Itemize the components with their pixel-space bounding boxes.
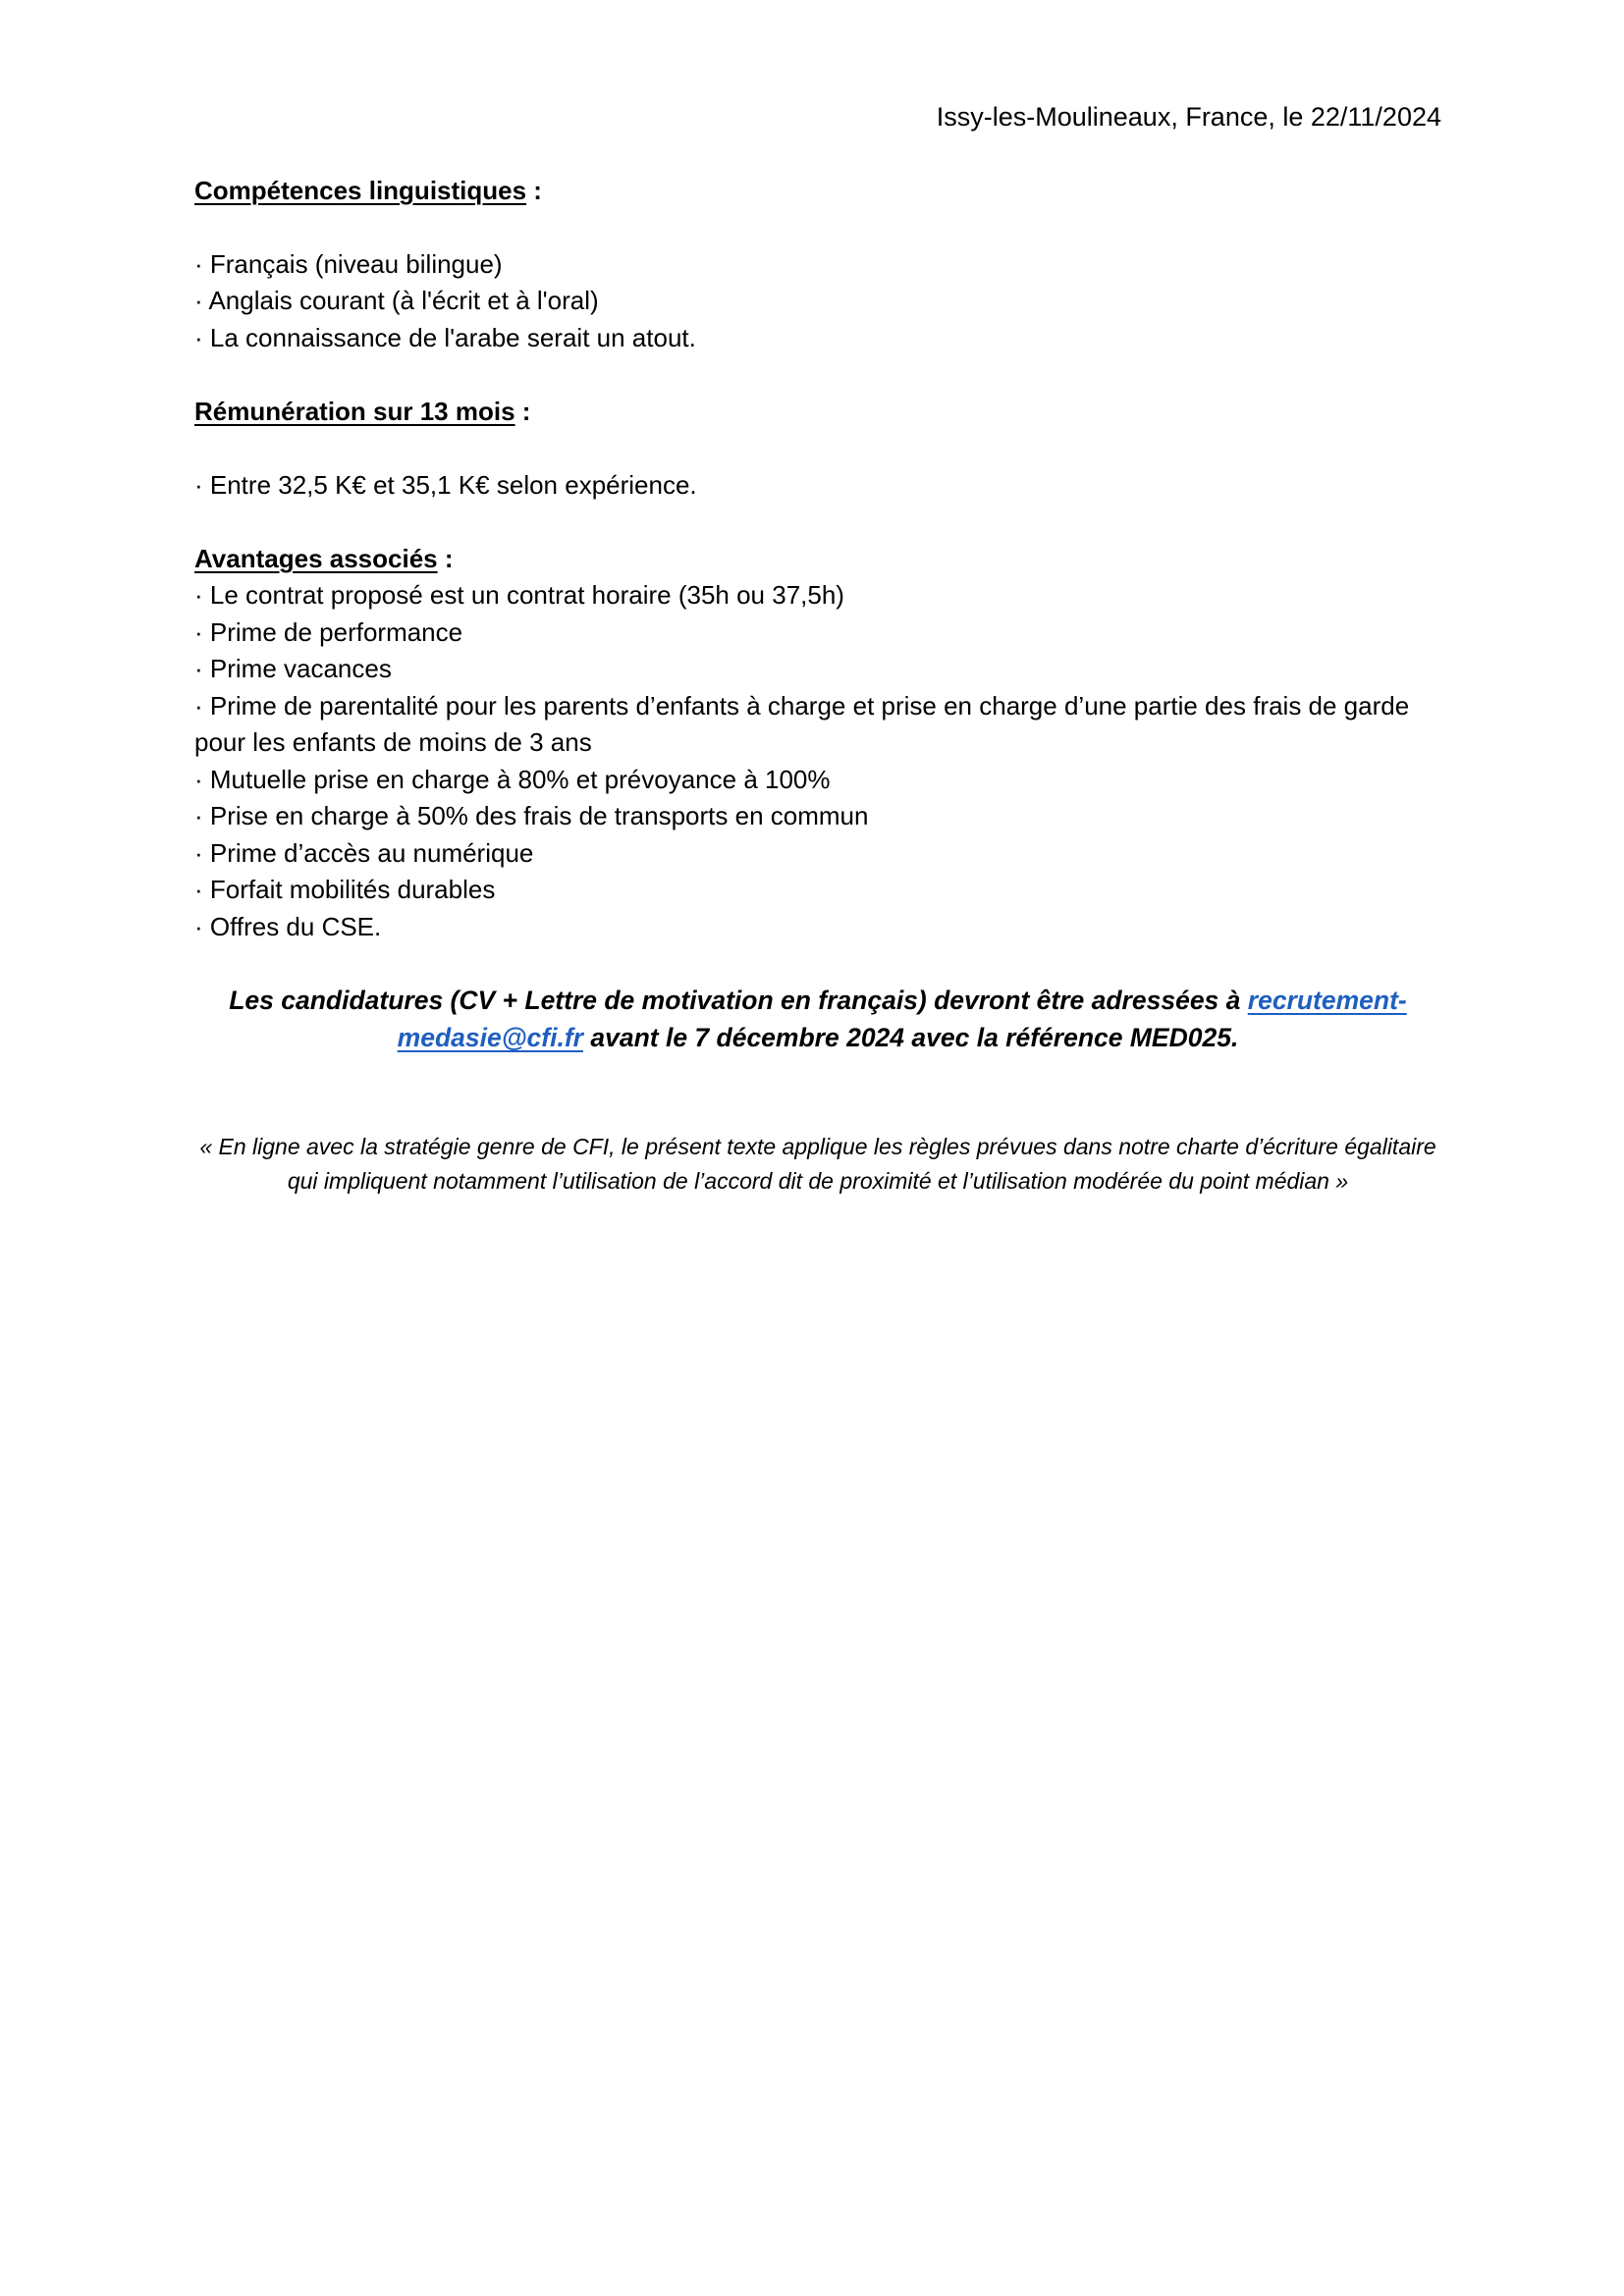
date-location-line: Issy-les-Moulineaux, France, le 22/11/2024 — [936, 102, 1441, 132]
application-text-after: avant le 7 décembre 2024 avec la référence MED025. — [583, 1023, 1239, 1052]
application-text-before: Les candidatures (CV + Lettre de motivation en français) devront être adressées à — [229, 986, 1248, 1015]
list-item: · Anglais courant (à l'écrit et à l'oral) — [194, 286, 599, 315]
benefits-heading — [194, 541, 1441, 578]
languages-heading — [194, 173, 1441, 210]
list-item: · La connaissance de l'arabe serait un atout. — [194, 322, 696, 352]
salary-heading-text: Rémunération sur 13 mois — [194, 396, 515, 426]
languages-heading-text: Compétences linguistiques — [194, 175, 527, 205]
salary-heading — [194, 394, 1441, 431]
list-item: · Prime d’accès au numérique — [194, 837, 534, 868]
list-item: · Prime de parentalité pour les parents d’enfants à charge et prise en charge d’une partie des frais de garde pour les enfants de moins de 3 ans — [194, 690, 1410, 757]
inclusive-writing-notice: « En ligne avec la stratégie genre de CFI, le présent texte applique les règles prévues dans notre charte d’écriture égalitaire qui impliquent notamment l’utilisation de l’accord dit de proximité et l’utilisation modérée du point médian » — [199, 1134, 1436, 1194]
benefits-list — [194, 577, 1441, 945]
document-body — [194, 98, 1441, 1220]
list-item: · Mutuelle prise en charge à 80% et prévoyance à 100% — [194, 764, 831, 794]
list-item: · Prime de performance — [194, 616, 463, 647]
languages-list — [194, 246, 1441, 357]
application-email-link[interactable]: recrutement-medasie@cfi.fr — [397, 986, 1407, 1052]
list-item: · Entre 32,5 K€ et 35,1 K€ selon expérience. — [194, 469, 697, 500]
languages-heading-colon: : — [526, 175, 542, 205]
list-item: · Prise en charge à 50% des frais de transports en commun — [194, 801, 869, 830]
list-item: · Forfait mobilités durables — [194, 875, 496, 904]
salary-list — [194, 467, 1441, 505]
application-instructions — [194, 982, 1441, 1056]
benefits-heading-colon: : — [437, 543, 454, 573]
list-item: · Français (niveau bilingue) — [194, 248, 503, 279]
list-item: · Prime vacances — [194, 654, 392, 683]
list-item: · Le contrat proposé est un contrat horaire (35h ou 37,5h) — [194, 580, 844, 610]
list-item: · Offres du CSE. — [194, 911, 382, 941]
benefits-heading-text: Avantages associés — [194, 543, 438, 573]
salary-heading-colon: : — [514, 396, 531, 426]
